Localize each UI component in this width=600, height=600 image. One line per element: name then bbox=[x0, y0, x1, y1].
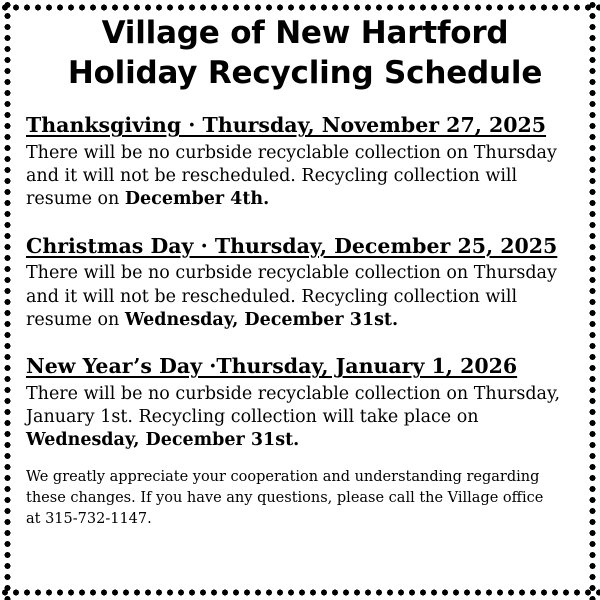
section-heading: Christmas Day · Thursday, December 25, 2025 bbox=[26, 233, 558, 258]
section-thanksgiving bbox=[26, 113, 584, 211]
footer-note: We greatly appreciate your cooperation and understanding regarding these changes. If you have any questions, please call the Village office at 315-732-1147. bbox=[26, 468, 544, 527]
section-body-emphasis: Wednesday, December 31st. bbox=[26, 430, 300, 451]
section-body bbox=[26, 262, 584, 332]
title-line-1: Village of New Hartford bbox=[101, 15, 509, 51]
section-body bbox=[26, 383, 584, 453]
border-dots-top bbox=[0, 4, 600, 11]
section-body-text: There will be no curbside recyclable collection on Thursday and it will not be rescheduled. Recycling collection will resume on bbox=[26, 142, 557, 210]
section-body-text: There will be no curbside recyclable collection on Thursday and it will not be rescheduled. Recycling collection will resume on bbox=[26, 263, 557, 330]
section-heading: New Year’s Day ·Thursday, January 1, 2026 bbox=[26, 354, 518, 379]
holiday-sections bbox=[26, 113, 584, 452]
notice-content bbox=[26, 14, 584, 530]
title-line-2: Holiday Recycling Schedule bbox=[67, 54, 543, 91]
section-christmas-day bbox=[26, 234, 584, 332]
section-body-emphasis: Wednesday, December 31st. bbox=[124, 309, 399, 330]
border-dots-right bbox=[589, 0, 596, 600]
section-body-emphasis: December 4th. bbox=[124, 189, 270, 210]
section-heading: Thanksgiving · Thursday, November 27, 2025 bbox=[26, 113, 547, 138]
section-new-years-day bbox=[26, 354, 584, 452]
border-dots-bottom bbox=[0, 589, 600, 596]
section-body bbox=[26, 142, 584, 212]
border-dots-left bbox=[4, 0, 11, 600]
section-body-text: There will be no curbside recyclable collection on Thursday, January 1st. Recycling collection will take place on bbox=[26, 383, 561, 427]
page-title bbox=[26, 14, 584, 93]
